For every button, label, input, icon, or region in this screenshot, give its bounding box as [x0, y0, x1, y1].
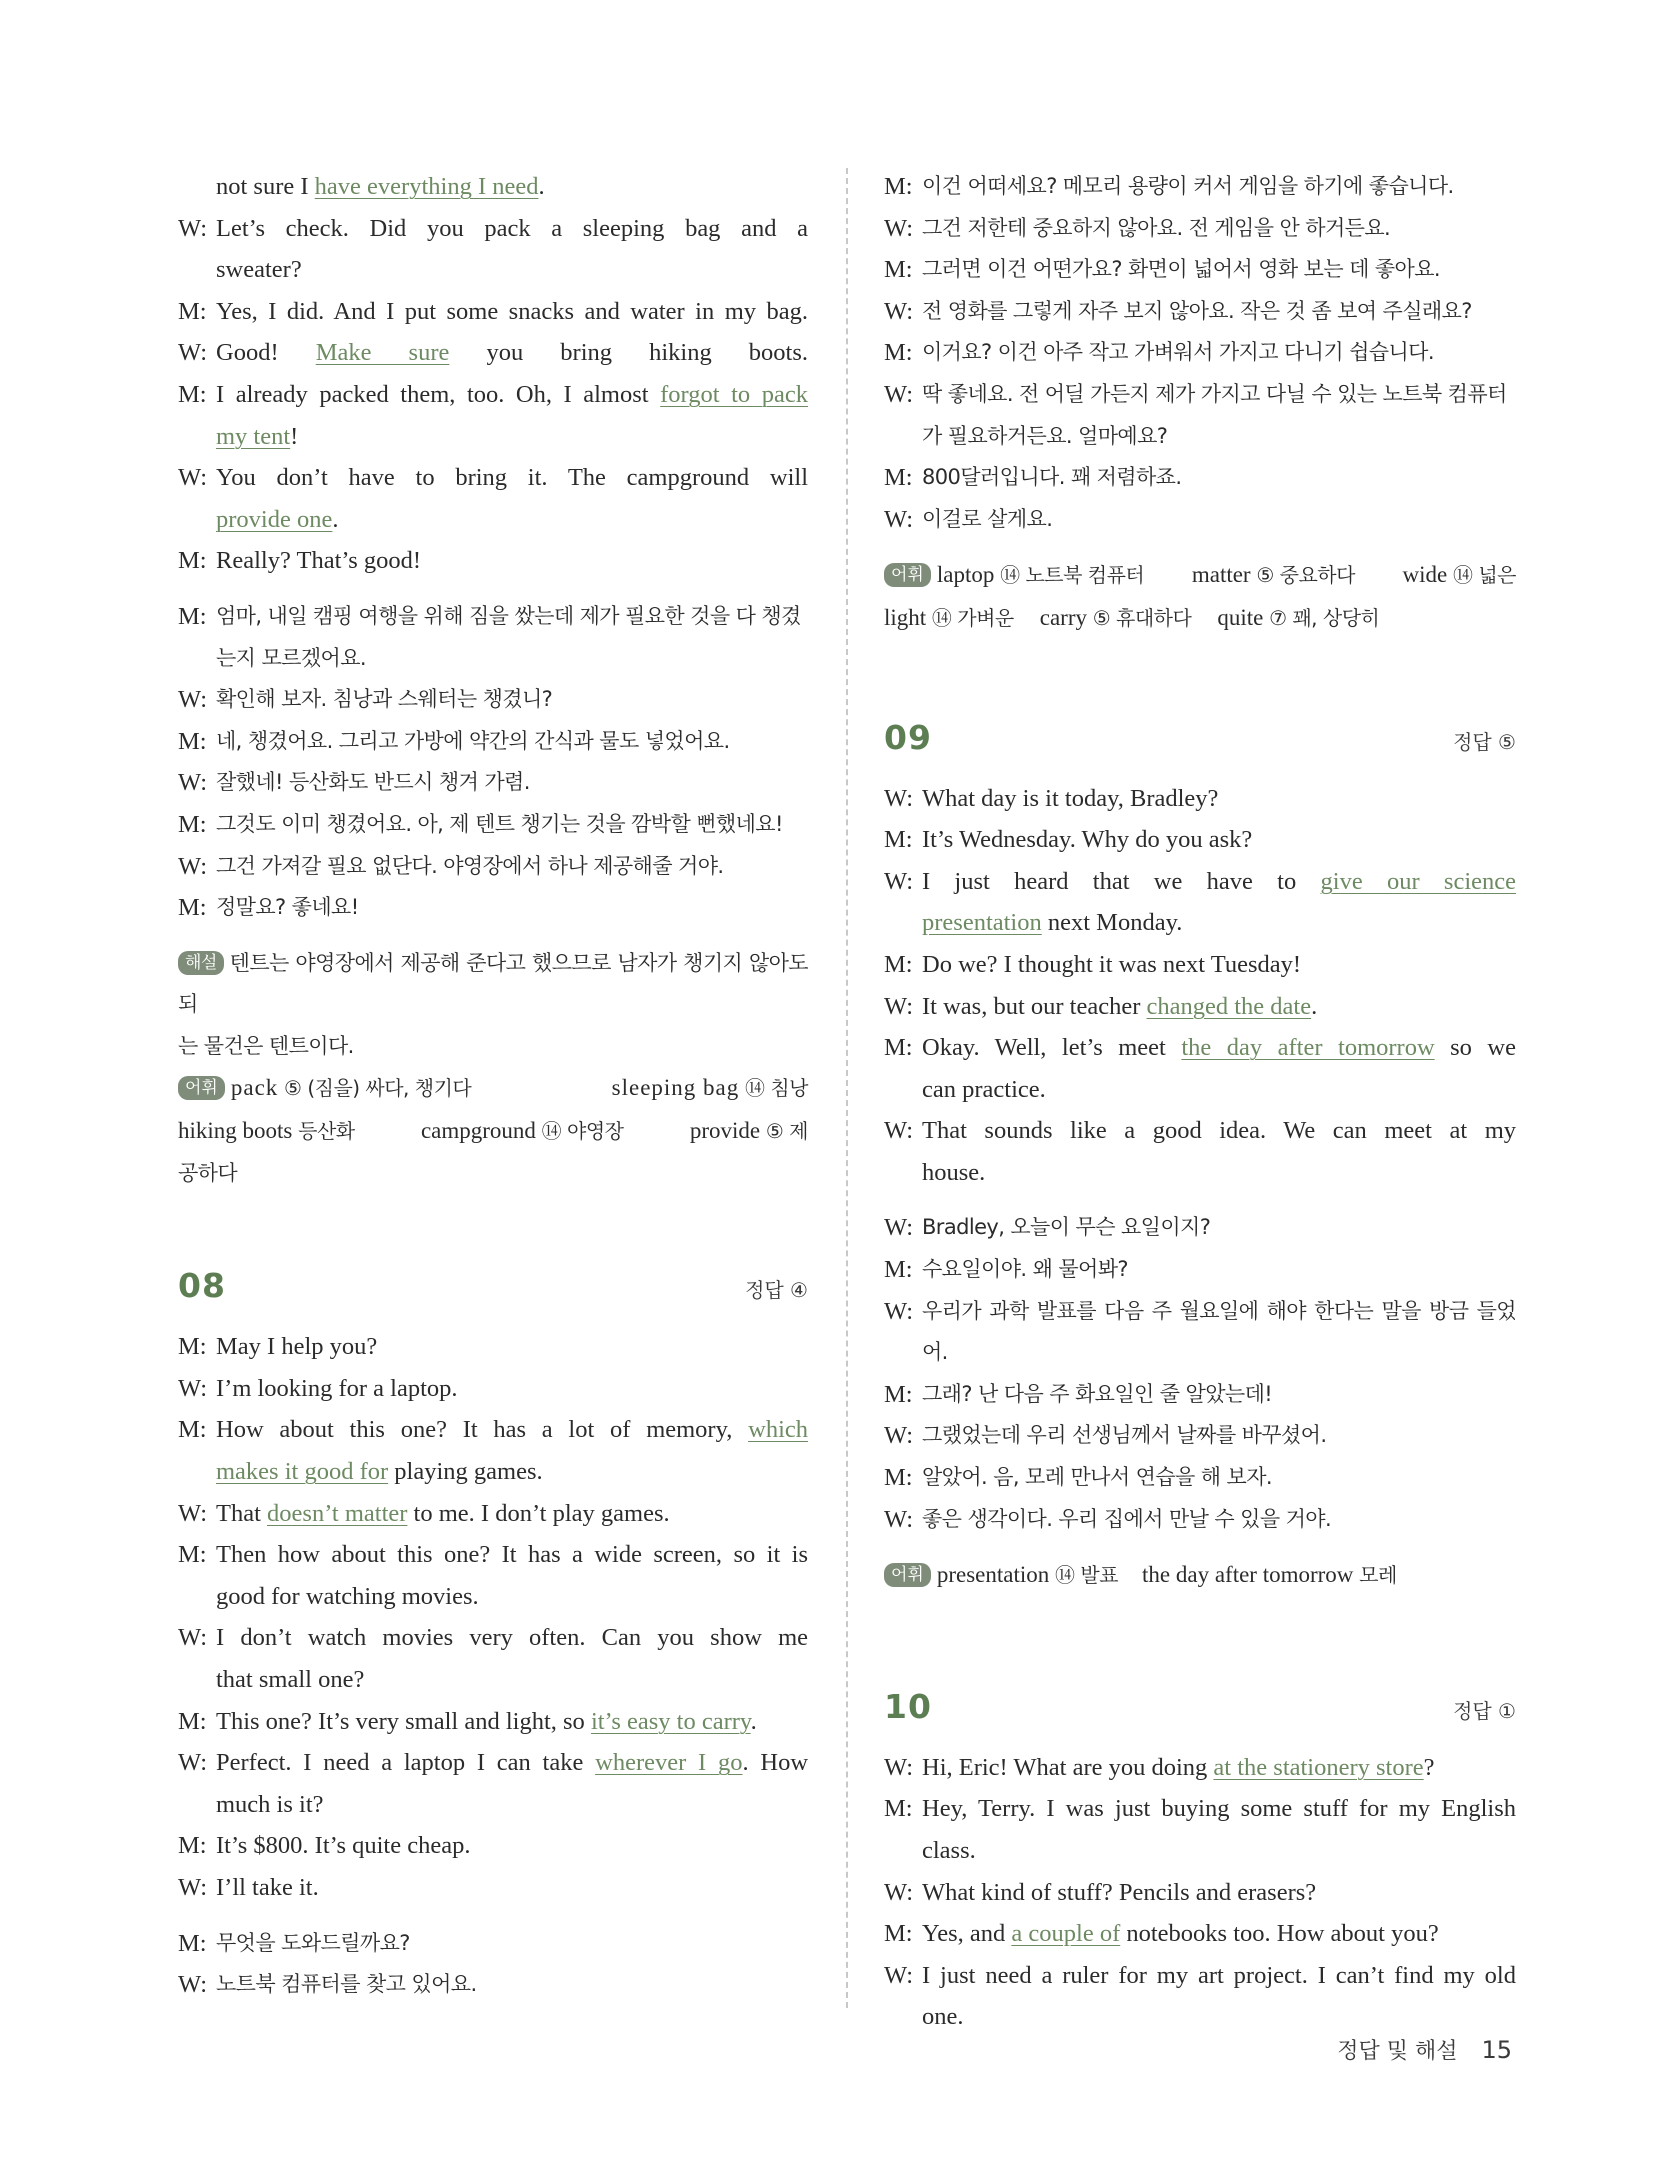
dialogue-line	[178, 1368, 808, 1410]
highlight-phrase: have everything I need	[314, 173, 539, 200]
line-text: 그건 저한테 중요하지 않아요. 전 게임을 안 하거든요.	[922, 215, 1391, 240]
line-text: Then how about this one? It has a wide screen, so it is	[216, 1541, 808, 1569]
dialogue-line	[884, 944, 1516, 986]
speaker-label: W:	[178, 1749, 208, 1777]
dialogue-line	[178, 374, 808, 416]
line-text: 그래? 난 다음 주 화요일인 줄 알았는데!	[922, 1381, 1273, 1406]
speaker-label: W:	[884, 1117, 914, 1145]
speaker-label	[178, 1576, 216, 1618]
translation-line	[884, 208, 1516, 250]
speaker-label: M:	[178, 380, 207, 408]
speaker-label: W:	[884, 1878, 914, 1906]
dialogue-line	[178, 1576, 808, 1618]
speaker-label: W:	[178, 1873, 208, 1901]
speaker-label: W:	[884, 1753, 914, 1781]
translation-line	[178, 679, 808, 721]
dialogue-10-english	[884, 1747, 1516, 2038]
line-text: Perfect. I need a laptop I can take wherever I go. How	[216, 1749, 809, 1777]
speaker-label: W:	[178, 686, 208, 714]
vocab-09: 어휘 presentation ⑭ 발표 the day after tomorrow 모레	[884, 1554, 1516, 1597]
speaker-label: W:	[884, 214, 914, 242]
dialogue-line	[178, 208, 808, 250]
line-text: Yes, I did. And I put some snacks and water in my bag.	[216, 297, 808, 325]
line-text: 확인해 보자. 침낭과 스웨터는 챙겼니?	[216, 687, 553, 712]
line-text: that small one?	[216, 1666, 365, 1693]
speaker-label: M:	[178, 1416, 207, 1444]
dialogue-line	[178, 1701, 808, 1743]
line-text: Let’s check. Did you pack a sleeping bag and a	[216, 214, 808, 242]
speaker-label	[884, 1830, 922, 1872]
speaker-label: M:	[884, 1920, 913, 1948]
translation-line	[178, 1923, 808, 1965]
line-text: not sure I have everything I need.	[216, 173, 545, 200]
left-column	[178, 166, 808, 2006]
dialogue-line	[178, 1493, 808, 1535]
speaker-label: M:	[178, 1541, 207, 1569]
line-text: I’ll take it.	[216, 1873, 319, 1901]
vocab-tag: 어휘	[884, 1563, 931, 1587]
dialogue-line	[178, 1409, 808, 1451]
translation-line	[884, 374, 1516, 416]
line-text: provide one.	[216, 505, 339, 533]
vocab-07-row1: 어휘 pack ⑤ (짐을) 싸다, 챙기다 sleeping bag ⑭ 침낭	[178, 1067, 808, 1110]
speaker-label: M:	[178, 297, 207, 325]
section-number: 09	[884, 717, 932, 757]
line-text: 가 필요하거든요. 얼마예요?	[922, 423, 1168, 448]
dialogue-line	[178, 166, 808, 208]
line-text: makes it good for playing games.	[216, 1458, 543, 1486]
translation-line	[884, 1249, 1516, 1291]
dialogue-line	[178, 1659, 808, 1701]
dialogue-line	[884, 1830, 1516, 1872]
line-text: 네, 챙겼어요. 그리고 가방에 약간의 간식과 물도 넣었어요.	[216, 728, 730, 753]
highlight-phrase: doesn’t matter	[267, 1499, 408, 1527]
highlight-phrase: my tent	[216, 422, 291, 450]
highlight-phrase: forgot to pack	[660, 380, 808, 408]
vocab-tag: 어휘	[178, 1076, 225, 1100]
line-text: good for watching movies.	[216, 1582, 479, 1610]
line-text: presentation next Monday.	[922, 909, 1183, 937]
dialogue-line	[884, 902, 1516, 944]
speaker-label: W:	[884, 992, 914, 1020]
speaker-label: W:	[178, 1499, 208, 1527]
dialogue-line	[884, 986, 1516, 1028]
section-number: 08	[178, 1266, 226, 1306]
right-column	[884, 166, 1516, 2038]
translation-line	[178, 762, 808, 804]
vocab-07-row3: 공하다	[178, 1160, 238, 1185]
line-text: 무엇을 도와드릴까요?	[216, 1930, 410, 1955]
dialogue-line	[884, 1027, 1516, 1069]
translation-line	[884, 1374, 1516, 1416]
translation-line	[178, 846, 808, 888]
dialogue-line	[178, 249, 808, 291]
line-text: 그것도 이미 챙겼어요. 아, 제 텐트 챙기는 것을 깜박할 뻔했네요!	[216, 811, 783, 836]
line-text: That doesn’t matter to me. I don’t play games.	[216, 1499, 670, 1527]
speaker-label: W:	[884, 1422, 914, 1450]
speaker-label: M:	[178, 727, 207, 755]
speaker-label: W:	[884, 297, 914, 325]
line-text: 그러면 이건 어떤가요? 화면이 넓어서 영화 보는 데 좋아요.	[922, 257, 1441, 282]
translation-line	[884, 1415, 1516, 1457]
line-text: 는지 모르겠어요.	[216, 645, 366, 670]
explanation-07: 해설 텐트는 야영장에서 제공해 준다고 했으므로 남자가 챙기지 않아도 되	[178, 950, 808, 1017]
line-text: class.	[922, 1837, 976, 1864]
speaker-label: W:	[178, 1971, 208, 1999]
dialogue-line	[884, 1913, 1516, 1955]
speaker-label: M:	[884, 1795, 913, 1823]
speaker-label: W:	[884, 1214, 914, 1242]
line-text: 이건 어떠세요? 메모리 용량이 커서 게임을 하기에 좋습니다.	[922, 174, 1454, 198]
line-text: How about this one? It has a lot of memory, which	[216, 1416, 808, 1444]
speaker-label	[884, 416, 922, 458]
line-text: It’s $800. It’s quite cheap.	[216, 1832, 471, 1860]
dialogue-08-english	[178, 1326, 808, 1908]
speaker-label: M:	[178, 1333, 207, 1361]
line-text: my tent!	[216, 422, 299, 450]
highlight-phrase: Make sure	[315, 339, 450, 367]
column-divider	[846, 168, 848, 2008]
speaker-label: M:	[884, 1380, 913, 1408]
line-text: This one? It’s very small and light, so it’s easy to carry.	[216, 1707, 757, 1735]
line-text: Yes, and a couple of notebooks too. How about you?	[922, 1920, 1439, 1948]
line-text: May I help you?	[216, 1333, 378, 1361]
speaker-label: M:	[884, 339, 913, 367]
highlight-phrase: provide one	[216, 505, 333, 533]
dialogue-line	[884, 819, 1516, 861]
speaker-label: W:	[884, 1505, 914, 1533]
speaker-label	[178, 1659, 216, 1701]
line-text: I don’t watch movies very often. Can you show me	[216, 1624, 808, 1652]
speaker-label: M:	[884, 173, 913, 200]
speaker-label: W:	[178, 769, 208, 797]
section-number: 10	[884, 1686, 932, 1726]
highlight-phrase: it’s easy to carry	[590, 1707, 751, 1735]
vocab-tag: 어휘	[884, 563, 931, 587]
line-text: Hi, Eric! What are you doing at the stationery store?	[922, 1753, 1435, 1781]
translation-line	[178, 596, 808, 638]
speaker-label: W:	[884, 380, 914, 408]
dialogue-07-english-end	[178, 166, 808, 582]
page-footer	[1337, 2034, 1512, 2065]
speaker-label	[884, 1152, 922, 1194]
dialogue-line	[178, 1867, 808, 1909]
line-text: 딱 좋네요. 전 어딜 가든지 제가 가지고 다닐 수 있는 노트북 컴퓨터	[922, 381, 1507, 406]
line-text: 그건 가져갈 필요 없단다. 야영장에서 하나 제공해줄 거야.	[216, 853, 724, 878]
highlight-phrase: changed the date	[1146, 992, 1312, 1020]
speaker-label: M:	[884, 1464, 913, 1492]
speaker-label: W:	[884, 1961, 914, 1989]
dialogue-line	[884, 861, 1516, 903]
highlight-phrase: presentation	[922, 909, 1042, 937]
translation-line	[884, 291, 1516, 333]
speaker-label	[178, 1451, 216, 1493]
translation-line	[884, 332, 1516, 374]
footer-label: 정답 및 해설	[1337, 2039, 1458, 2064]
line-text: 우리가 과학 발표를 다음 주 월요일에 해야 한다는 말을 방금 들었어.	[922, 1298, 1516, 1365]
dialogue-line	[178, 291, 808, 333]
line-text: 알았어. 음, 모레 만나서 연습을 해 보자.	[922, 1465, 1272, 1490]
answer-label: 정답 ①	[1453, 1698, 1516, 1723]
dialogue-line	[178, 457, 808, 499]
highlight-phrase: makes it good for	[216, 1458, 389, 1486]
line-text: Good! Make sure you bring hiking boots.	[216, 339, 808, 367]
speaker-label: M:	[178, 1929, 207, 1957]
dialogue-line	[178, 416, 808, 458]
line-text: 800달러입니다. 꽤 저렴하죠.	[922, 465, 1182, 490]
line-text: That sounds like a good idea. We can meet at my	[922, 1117, 1516, 1145]
line-text: 좋은 생각이다. 우리 집에서 만날 수 있을 거야.	[922, 1506, 1332, 1531]
highlight-phrase: which	[748, 1416, 808, 1444]
section-08-header	[178, 1266, 808, 1326]
translation-line	[884, 249, 1516, 291]
dialogue-line	[178, 1451, 808, 1493]
line-text: 이거요? 이건 아주 작고 가벼워서 가지고 다니기 쉽습니다.	[922, 340, 1434, 365]
speaker-label: W:	[178, 464, 208, 492]
speaker-label	[884, 1069, 922, 1111]
translation-line	[884, 166, 1516, 208]
speaker-label: M:	[884, 464, 913, 492]
line-text: 엄마, 내일 캠핑 여행을 위해 짐을 쌌는데 제가 필요한 것을 다 챙겼	[216, 603, 801, 628]
dialogue-line	[884, 1110, 1516, 1152]
line-text: It’s Wednesday. Why do you ask?	[922, 826, 1253, 854]
line-text: I already packed them, too. Oh, I almost forgot to pack	[216, 380, 808, 408]
speaker-label: M:	[884, 256, 913, 284]
section-09-header	[884, 718, 1516, 778]
line-text: I’m looking for a laptop.	[216, 1374, 458, 1402]
line-text: 노트북 컴퓨터를 찾고 있어요.	[216, 1972, 477, 1997]
dialogue-line	[884, 1069, 1516, 1111]
speaker-label	[178, 416, 216, 458]
line-text: 잘했네! 등산화도 반드시 챙겨 가렴.	[216, 770, 530, 795]
speaker-label: M:	[884, 1034, 913, 1062]
speaker-label	[178, 499, 216, 541]
line-text: Do we? I thought it was next Tuesday!	[922, 950, 1302, 978]
highlight-phrase: a couple of	[1011, 1920, 1121, 1948]
line-text: Bradley, 오늘이 무슨 요일이지?	[922, 1215, 1211, 1240]
translation-line	[884, 457, 1516, 499]
translation-line	[884, 1207, 1516, 1249]
translation-line	[884, 1499, 1516, 1541]
dialogue-line	[178, 332, 808, 374]
highlight-phrase: wherever I go	[595, 1749, 743, 1777]
dialogue-09-english	[884, 778, 1516, 1194]
dialogue-line	[884, 778, 1516, 820]
line-text: What kind of stuff? Pencils and erasers?	[922, 1878, 1317, 1906]
dialogue-09-korean	[884, 1207, 1516, 1540]
translation-line	[884, 1291, 1516, 1374]
highlight-phrase: at the stationery store	[1213, 1753, 1424, 1781]
speaker-label: M:	[884, 950, 913, 978]
vocab-08-row1: 어휘 laptop ⑭ 노트북 컴퓨터 matter ⑤ 중요하다 wide ⑭ 넓은	[884, 554, 1516, 597]
speaker-label: W:	[884, 784, 914, 812]
dialogue-line	[884, 1872, 1516, 1914]
speaker-label: M:	[178, 894, 207, 922]
dialogue-line	[884, 1955, 1516, 1997]
speaker-label: M:	[178, 1832, 207, 1860]
page-number: 15	[1481, 2036, 1512, 2064]
vocab-08-row2: light ⑭ 가벼운 carry ⑤ 휴대하다 quite ⑦ 꽤, 상당히	[884, 604, 1380, 630]
speaker-label: W:	[178, 852, 208, 880]
translation-line	[178, 804, 808, 846]
dialogue-line	[178, 499, 808, 541]
line-text: house.	[922, 1158, 986, 1186]
speaker-label	[884, 902, 922, 944]
speaker-label: M:	[178, 1707, 207, 1735]
dialogue-line	[178, 1784, 808, 1826]
line-text: much is it?	[216, 1790, 324, 1818]
line-text: It was, but our teacher changed the date.	[922, 992, 1318, 1020]
line-text: What day is it today, Bradley?	[922, 784, 1219, 812]
dialogue-07-korean	[178, 596, 808, 929]
line-text: Okay. Well, let’s meet the day after tomorrow so we	[922, 1034, 1516, 1062]
line-text: 정말요? 좋네요!	[216, 895, 359, 920]
line-text: Really? That’s good!	[216, 547, 422, 575]
translation-line	[178, 721, 808, 763]
line-text: sweater?	[216, 256, 302, 284]
speaker-label	[178, 1784, 216, 1826]
highlight-phrase: the day after tomorrow	[1181, 1034, 1435, 1062]
dialogue-line	[178, 540, 808, 582]
dialogue-line	[884, 1152, 1516, 1194]
translation-line	[178, 887, 808, 929]
dialogue-line	[178, 1742, 808, 1784]
speaker-label	[178, 638, 216, 680]
line-text: one.	[922, 2003, 964, 2031]
speaker-label: M:	[884, 1256, 913, 1284]
dialogue-line	[178, 1617, 808, 1659]
line-text: 수요일이야. 왜 물어봐?	[922, 1257, 1128, 1282]
answer-label: 정답 ⑤	[1453, 729, 1516, 754]
speaker-label	[178, 166, 216, 208]
line-text: You don’t have to bring it. The campground will	[216, 464, 808, 492]
line-text: can practice.	[922, 1075, 1046, 1103]
speaker-label: W:	[884, 505, 914, 533]
dialogue-08-korean-continued	[884, 166, 1516, 540]
speaker-label: W:	[884, 1297, 914, 1325]
explanation-07-line2: 는 물건은 텐트이다.	[178, 1033, 354, 1058]
dialogue-line	[178, 1825, 808, 1867]
dialogue-line	[884, 1788, 1516, 1830]
translation-line	[884, 499, 1516, 541]
line-text: Hey, Terry. I was just buying some stuff for my English	[922, 1795, 1516, 1823]
speaker-label: M:	[178, 602, 207, 630]
line-text: I just heard that we have to give our science	[922, 867, 1516, 895]
dialogue-line	[178, 1534, 808, 1576]
dialogue-08-korean	[178, 1923, 808, 2006]
vocab-07-row2: hiking boots 등산화 campground ⑭ 야영장 provide ⑤ 제	[178, 1118, 808, 1144]
speaker-label: W:	[178, 1374, 208, 1402]
speaker-label: M:	[178, 547, 207, 575]
speaker-label	[178, 249, 216, 291]
dialogue-line	[178, 1326, 808, 1368]
line-text: 그랬었는데 우리 선생님께서 날짜를 바꾸셨어.	[922, 1423, 1327, 1448]
speaker-label: W:	[884, 867, 914, 895]
line-text: 전 영화를 그렇게 자주 보지 않아요. 작은 것 좀 보여 주실래요?	[922, 298, 1472, 323]
section-10-header	[884, 1687, 1516, 1747]
speaker-label	[884, 1996, 922, 2038]
speaker-label: W:	[178, 214, 208, 242]
translation-line	[178, 638, 808, 680]
speaker-label: M:	[178, 810, 207, 838]
highlight-phrase: give our science	[1320, 867, 1516, 895]
line-text: 이걸로 살게요.	[922, 506, 1053, 531]
answer-label: 정답 ④	[745, 1278, 808, 1303]
translation-line	[884, 1457, 1516, 1499]
explanation-tag: 해설	[178, 951, 224, 975]
dialogue-line	[884, 1747, 1516, 1789]
dialogue-line	[884, 1996, 1516, 2038]
translation-line	[884, 416, 1516, 458]
speaker-label: W:	[178, 339, 208, 367]
speaker-label: W:	[178, 1624, 208, 1652]
speaker-label: M:	[884, 826, 913, 854]
line-text: I just need a ruler for my art project. I can’t find my old	[922, 1961, 1516, 1989]
translation-line	[178, 1964, 808, 2006]
